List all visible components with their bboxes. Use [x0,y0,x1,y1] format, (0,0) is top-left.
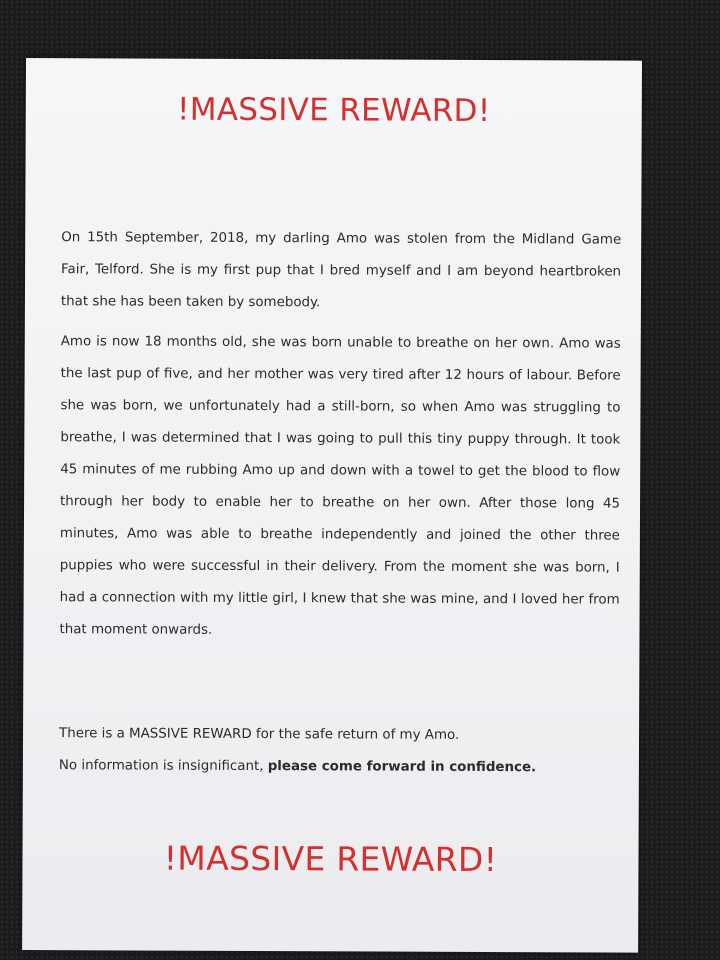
reward-poster [22,58,642,953]
headline-bottom: !MASSIVE REWARD! [163,838,498,880]
paragraph-reward [59,718,619,784]
info-line [59,750,619,784]
paragraph-stolen: On 15th September, 2018, my darling Amo was stolen from the Midland Game Fair, Telford. She is my first pup that I bred myself and I am beyond heartbroken that she has been taken by somebody. [60,230,622,311]
info-line-bold: please come forward in confidence. [267,759,537,776]
paragraph-birth-story: Amo is now 18 months old, she was born unable to breathe on her own. Amo was the last pup of five, and her mother was very tired after 12 hours of labour. Before she was born, we unfortunately had a still-born, so when Amo was struggling to breathe, I was determined that I was going to pull this tiny puppy through. It took 45 minutes of me rubbing Amo up and down with a towel to get the blood to flow through her body to enable her to breathe on her own. After those long 45 minutes, Amo was able to breathe independently and joined the other three puppies who were successful in their delivery. From the moment she was born, I had a connection with my little girl, I knew that she was mine, and I loved her from that moment onwards. [59,334,621,638]
reward-line: There is a MASSIVE REWARD for the safe return of my Amo. [59,726,460,743]
headline-top: !MASSIVE REWARD! [176,91,491,130]
info-line-plain: No information is insignificant, [58,758,268,775]
